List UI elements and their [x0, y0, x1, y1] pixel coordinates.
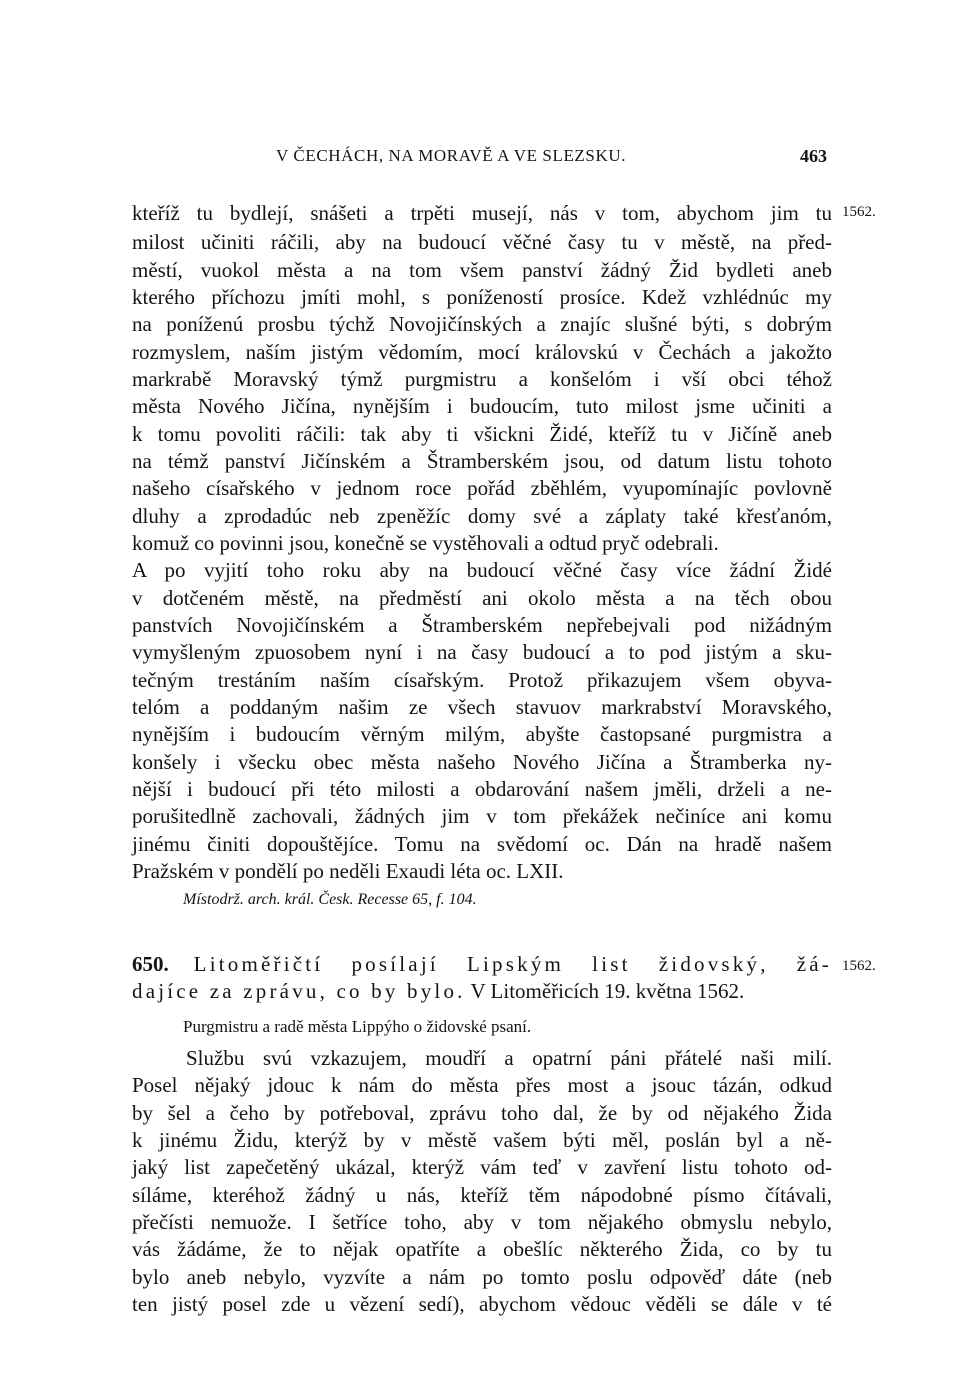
text-line: na témž panství Jičínském a Štramberském jsou, od datum listu tohoto — [132, 449, 832, 473]
margin-year: 1562. — [842, 204, 876, 220]
document-number: 650. — [132, 952, 169, 976]
text-line: A po vyjití toho roku aby na budoucí věčné časy více žádní Židé — [132, 558, 832, 582]
document-date: V Litoměřicích 19. května 1562. — [470, 979, 745, 1003]
text-line: síláme, kteréhož žádný u nás, kteříž těm nápodobné písmo čítávali, — [132, 1183, 832, 1207]
document-heading-spaced: dajíce za zprávu, co by bylo. — [132, 979, 466, 1003]
text-line: Posel nějaký jdouc k nám do města přes most a jsouc tázán, odkud — [132, 1073, 832, 1097]
text-line: přečísti nemuože. I šetříce toho, aby v tom nějakého obmyslu nebylo, — [132, 1210, 832, 1234]
text-line: kterého příchozu jmíti mohl, s ponížeností prosíce. Kdež vzhlédnúc my — [132, 285, 832, 309]
text-line: jaký list zapečetěný ukázal, kterýž vám teď v zavření listu tohoto od- — [132, 1155, 832, 1179]
text-line: k tomu povoliti ráčili: tak aby ti všickni Židé, kteříž tu v Jičíně aneb — [132, 422, 832, 446]
running-head: V ČECHÁCH, NA MORAVĚ A VE SLEZSKU. — [276, 146, 627, 165]
text-line: ten jistý posel zde u vězení sedí), abychom vědouc věděli se dále v té — [132, 1292, 832, 1316]
text-line: tečným trestáním naším císařským. Protož přikazujem všem obyva- — [132, 668, 832, 692]
text-line: Pražském v pondělí po neděli Exaudi léta oc. LXII. — [132, 859, 564, 883]
text-line: kteříž tu bydlejí, snášeti a trpěti musejí, nás v tom, abychom jim tu — [132, 201, 832, 225]
text-line: k jinému Židu, kterýž by v městě vašem býti měl, poslán byl a ně- — [132, 1128, 832, 1152]
text-line: by šel a čeho by potřeboval, zprávu toho dal, že by od nějakého Žida — [132, 1101, 832, 1125]
source-citation: Místodrž. arch. král. Česk. Recesse 65, f. 104. — [183, 891, 477, 908]
document-650-heading — [132, 951, 832, 978]
margin-year: 1562. — [842, 958, 876, 974]
text-line: nynějším i budoucím věrným milým, abyšte častopsané purgmistra a — [132, 722, 832, 746]
text-line: města Nového Jičína, nynějším i budoucím, tuto milost jsme učiniti a — [132, 394, 832, 418]
text-line: v dotčeném městě, na předměstí ani okolo města a na těch obou — [132, 586, 832, 610]
text-line: Službu svú vzkazujem, moudří a opatrní páni přátelé naši milí. — [186, 1046, 832, 1070]
regest: Purgmistru a radě města Lippýho o židovské psaní. — [183, 1017, 532, 1036]
text-line: porušitedlně zachovali, žádných jim v tom překážek nečiníce ani komu — [132, 804, 832, 828]
text-line: městí, vuokol města a na tom všem panství žádný Žid bydleti aneb — [132, 258, 832, 282]
text-line: vás žádáme, že to nějak opatříte a obešlíc některého Žida, co by tu — [132, 1237, 832, 1261]
text-line: rozmyslem, naším jistým vědomím, mocí královskú v Čechách a jakožto — [132, 340, 832, 364]
document-heading-spaced: Litoměřičtí posílají Lipským list židovský, žá- — [193, 952, 832, 976]
text-line: na poníženú prosbu týchž Novojičínských a znajíc slušné býti, s dobrým — [132, 312, 832, 336]
text-line: vymyšleným zpuosobem nyní i na časy budoucí a to pod jistým a sku- — [132, 640, 832, 664]
document-650-heading-cont — [132, 978, 832, 1005]
text-line: milost učiniti ráčili, aby na budoucí věčné časy tu v městě, na před- — [132, 230, 832, 254]
text-line: telóm a poddaným našim ze všech stavuov markrabství Moravského, — [132, 695, 832, 719]
text-line: komuž co povinni jsou, konečně se vystěhovali a odtud pryč odebrali. — [132, 531, 719, 555]
text-line: konšely i všecku obec města našeho Nového Jičína a Štramberka ny- — [132, 750, 832, 774]
text-line: jinému činiti dopouštějíce. Tomu na svědomí oc. Dán na hradě našem — [132, 832, 832, 856]
text-line: dluhy a zprodadúc neb zpeněžíc domy své a záplaty také křesťanóm, — [132, 504, 832, 528]
page-number: 463 — [800, 146, 827, 166]
text-line: markrabě Moravský týmž purgmistru a konšelóm i vší obci téhož — [132, 367, 832, 391]
text-line: nější i budoucí při této milosti a obdarování našem jměli, drželi a ne- — [132, 777, 832, 801]
text-line: panstvích Novojičínském a Štramberském nepřebejvali pod nižádným — [132, 613, 832, 637]
text-line: našeho císařského v jednom roce pořád zběhlém, vyupomínajíc povlovně — [132, 476, 832, 500]
text-line: bylo aneb nebylo, vyzvíte a nám po tomto poslu odpověď dáte (neb — [132, 1265, 832, 1289]
